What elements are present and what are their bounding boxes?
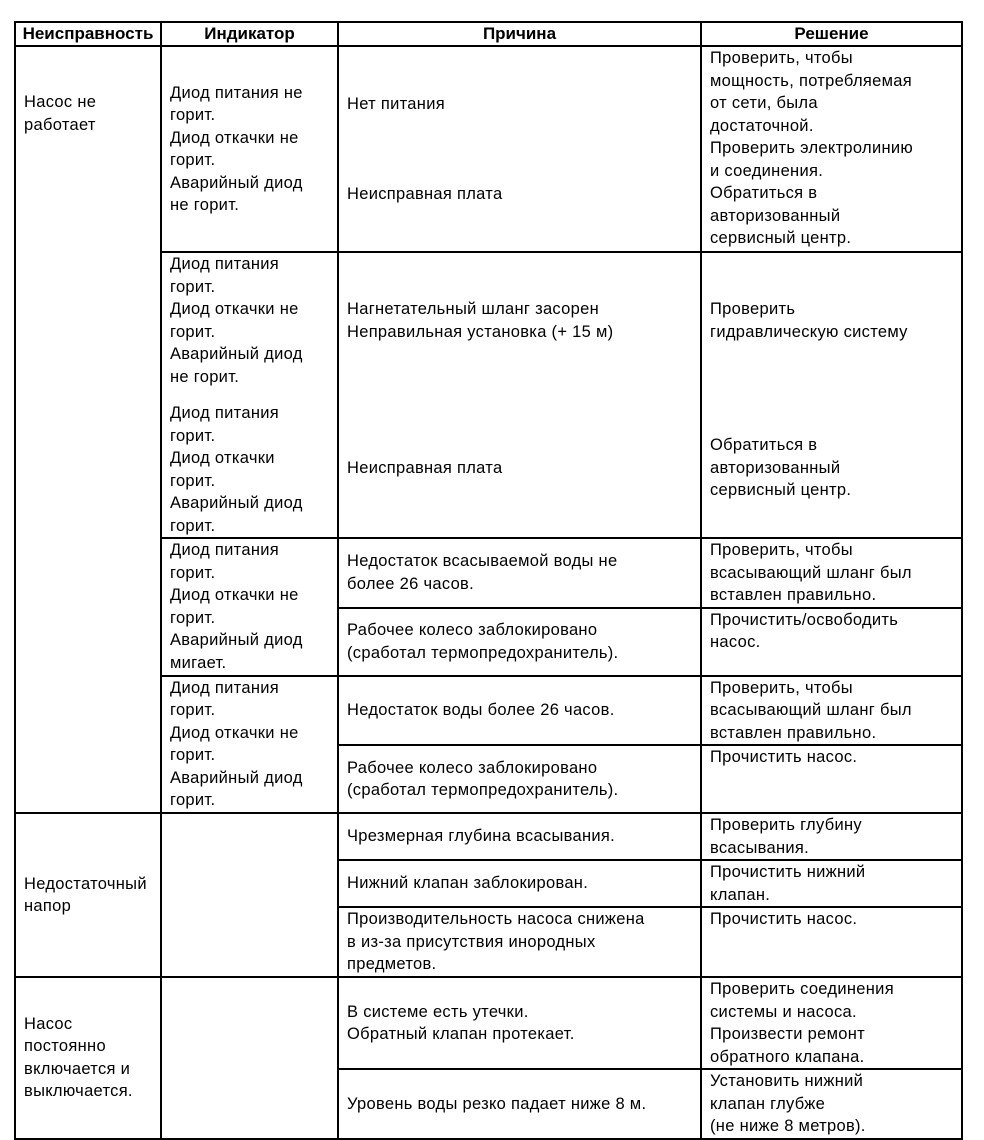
cause-cell: Рабочее колесо заблокировано (сработал термопредохранитель).	[338, 608, 701, 676]
header-row	[15, 22, 962, 46]
solution-cell: Проверить, чтобы всасывающий шланг был вставлен правильно.	[701, 538, 962, 608]
fault-pump-not-working: Насос не работает	[15, 46, 161, 813]
indicator-cell: Диод питания горит. Диод откачки не горит. Аварийный диод мигает.	[161, 538, 338, 676]
indicator-cell: Диод питания не горит. Диод откачки не горит. Аварийный диод не горит.	[161, 46, 338, 252]
cause-cell: Производительность насоса снижена в из-за присутствия инородных предметов.	[338, 907, 701, 977]
cause-cell: Нагнетательный шланг засорен Неправильная установка (+ 15 м) Неисправная плата	[338, 252, 701, 538]
cause-cell: В системе есть утечки. Обратный клапан протекает.	[338, 977, 701, 1069]
solution-cell: Прочистить насос.	[701, 745, 962, 813]
indicator-cell: Диод питания горит. Диод откачки не горит. Аварийный диод не горит. Диод питания горит. Диод откачки горит. Аварийный диод горит.	[161, 252, 338, 538]
table-row	[15, 977, 962, 1069]
indicator-cell-empty	[161, 977, 338, 1139]
header-indicator: Индикатор	[161, 22, 338, 46]
cause-cell: Рабочее колесо заблокировано (сработал термопредохранитель).	[338, 745, 701, 813]
cause-cell: Нижний клапан заблокирован.	[338, 860, 701, 907]
solution-cell: Прочистить нижний клапан.	[701, 860, 962, 907]
table-row	[15, 46, 962, 252]
table-row	[15, 813, 962, 860]
cause-cell: Чрезмерная глубина всасывания.	[338, 813, 701, 860]
header-fault: Неисправность	[15, 22, 161, 46]
solution-cell: Проверить, чтобы всасывающий шланг был вставлен правильно.	[701, 676, 962, 746]
solution-cell: Прочистить насос.	[701, 907, 962, 977]
cause-cell: Нет питания Неисправная плата	[338, 46, 701, 252]
cause-cell: Недостаток воды более 26 часов.	[338, 676, 701, 746]
fault-pump-cycling: Насос постоянно включается и выключается.	[15, 977, 161, 1139]
indicator-cell: Диод питания горит. Диод откачки не горит. Аварийный диод горит.	[161, 676, 338, 814]
cause-cell: Недостаток всасываемой воды не более 26 часов.	[338, 538, 701, 608]
troubleshooting-table	[14, 21, 963, 1140]
solution-cell: Проверить, чтобы мощность, потребляемая от сети, была достаточной. Проверить электролинию и соединения. Обратиться в авторизованный сервисный центр.	[701, 46, 962, 252]
header-cause: Причина	[338, 22, 701, 46]
solution-cell: Проверить соединения системы и насоса. Произвести ремонт обратного клапана.	[701, 977, 962, 1069]
solution-cell: Установить нижний клапан глубже (не ниже 8 метров).	[701, 1069, 962, 1139]
fault-low-pressure: Недостаточный напор	[15, 813, 161, 977]
cause-cell: Уровень воды резко падает ниже 8 м.	[338, 1069, 701, 1139]
indicator-cell-empty	[161, 813, 338, 977]
solution-cell: Проверить глубину всасывания.	[701, 813, 962, 860]
solution-cell: Проверить гидравлическую систему Обратиться в авторизованный сервисный центр.	[701, 252, 962, 538]
header-solution: Решение	[701, 22, 962, 46]
solution-cell: Прочистить/освободить насос.	[701, 608, 962, 676]
